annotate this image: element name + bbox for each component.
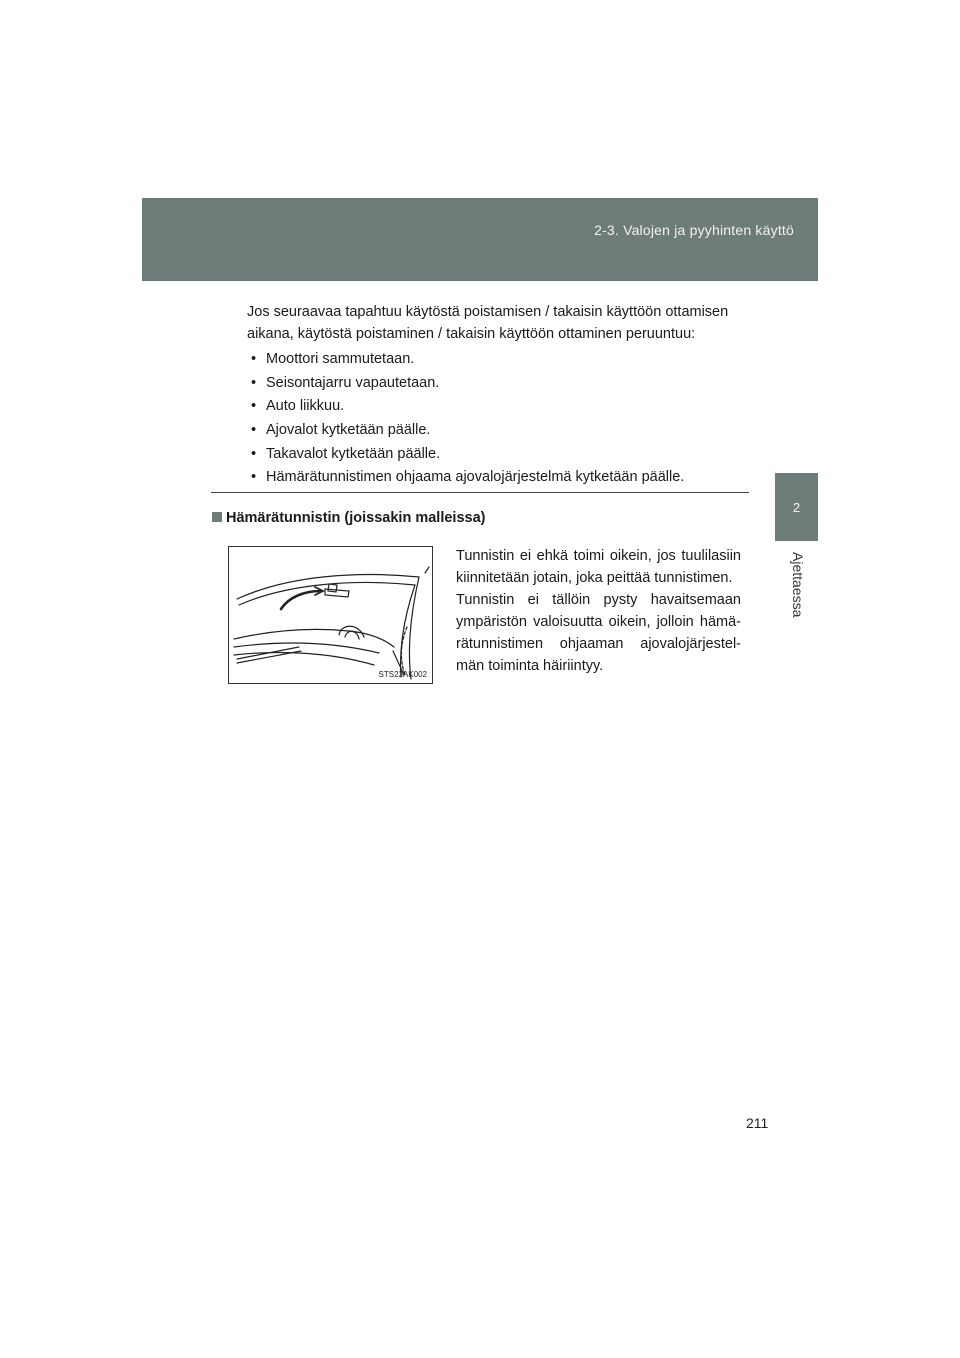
bullet-icon: •	[251, 422, 257, 439]
bullet-icon: •	[251, 398, 257, 415]
header-band	[142, 198, 818, 281]
bullet-icon: •	[251, 351, 257, 367]
list-item	[247, 419, 757, 443]
section-title: 2-3. Valojen ja pyyhinten käyttö	[594, 222, 794, 238]
bullet-list	[247, 348, 757, 490]
list-item	[247, 372, 757, 396]
square-bullet-icon	[212, 512, 222, 522]
figure-code: STS23AK002	[378, 670, 427, 679]
section-heading	[212, 510, 485, 526]
intro-paragraph: Jos seuraavaa tapahtuu käytöstä poistamisen / takaisin käyttöön ottamisen aikana, käytöstä poistaminen / takaisin käyttöön ottaminen peruuntuu:	[247, 304, 729, 342]
list-item	[247, 443, 757, 467]
list-item-text: Hämärätunnistimen ohjaama ajovalojärjestelmä kytketään päälle.	[266, 469, 685, 486]
page-number: 211	[746, 1115, 769, 1131]
list-item-text: Auto liikkuu.	[266, 398, 345, 415]
section-divider	[211, 492, 749, 493]
bullet-icon: •	[251, 445, 257, 462]
bullet-icon: •	[251, 374, 257, 391]
list-item	[247, 348, 757, 372]
chapter-label: Ajettaessa	[790, 552, 806, 618]
list-item	[247, 395, 757, 419]
list-item-text: Seisontajarru vapautetaan.	[266, 374, 440, 391]
bullet-icon: •	[251, 469, 257, 486]
list-item	[247, 466, 757, 490]
sensor-paragraph-1: Tunnistin ei ehkä toimi oikein, jos tuulilasiin kiinnitetään jotain, joka peittää tunnistimen.	[456, 548, 741, 586]
list-item-text: Takavalot kytketään päälle.	[266, 445, 441, 462]
sensor-paragraph-2: Tunnistin ei tällöin pysty havaitsemaan ympäristön valoisuutta oikein, jolloin hämä-rätunnistimen ohjaaman ajovalojärjestel-män toiminta häiriintyy.	[456, 592, 741, 674]
list-item-text: Ajovalot kytketään päälle.	[266, 422, 431, 439]
section-heading-text: Hämärätunnistin (joissakin malleissa)	[226, 510, 486, 526]
windshield-sensor-illustration	[228, 546, 433, 684]
chapter-number-tab: 2	[775, 473, 818, 541]
windshield-drawing	[229, 547, 432, 683]
list-item-text: Moottori sammutetaan.	[266, 351, 415, 367]
